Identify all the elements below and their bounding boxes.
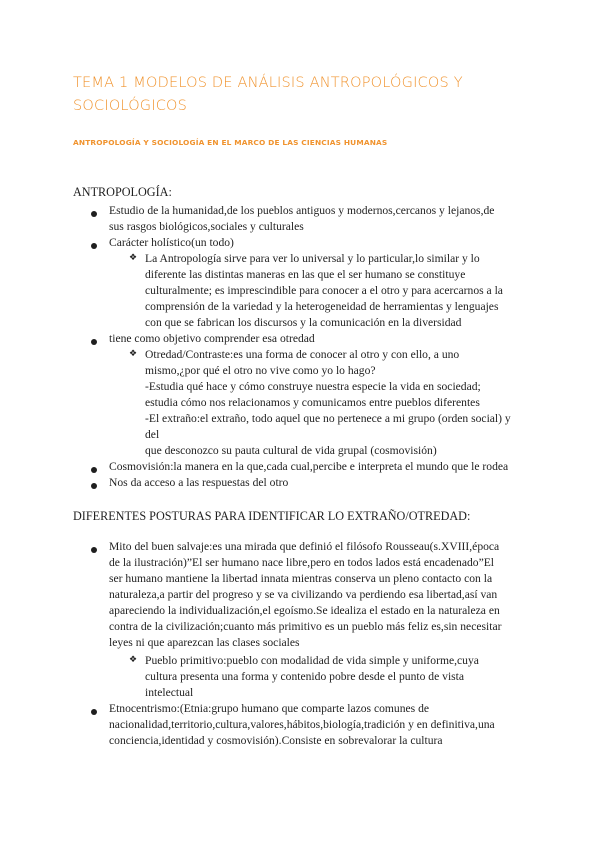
sub-bullet-line: Otredad/Contraste:es una forma de conocer al otro y con ello, a uno: [145, 348, 460, 361]
title-line-1: TEMA 1 MODELOS DE ANÁLISIS ANTROPOLÓGICOS Y: [73, 75, 463, 91]
bullet-icon: [91, 339, 97, 345]
bullet-line: de la ilustración)”El ser humano nace libre,pero en todos lados está encadenado”El: [109, 556, 495, 569]
diamond-bullet-icon: ❖: [129, 655, 138, 665]
sub-bullet-item: [145, 653, 479, 701]
sub-bullet-line: -Estudia qué hace y cómo construye nuestra especie la vida en sociedad;: [145, 380, 481, 393]
diamond-bullet-icon: ❖: [129, 253, 138, 263]
sub-bullet-line: diferente las distintas maneras en las que el ser humano se constituye: [145, 268, 466, 281]
sub-bullet-line: comprensión de la variedad y la heterogeneidad de herramientas y lenguajes: [145, 300, 499, 313]
section-heading-posturas: DIFERENTES POSTURAS PARA IDENTIFICAR LO EXTRAÑO/OTREDAD:: [73, 509, 471, 523]
title-line-2: SOCIOLÓGICOS: [73, 98, 188, 114]
sub-bullet-line: estudia cómo nos relacionamos y comunicamos entre pueblos diferentes: [145, 396, 480, 409]
bullet-line: ser humano mantiene la libertad innata mientras conserva un pleno contacto con la: [109, 572, 493, 585]
bullet-icon: [91, 483, 97, 489]
sub-bullet-line: Pueblo primitivo:pueblo con modalidad de vida simple y uniforme,cuya: [145, 654, 479, 667]
bullet-item: [109, 539, 501, 651]
bullet-icon: [91, 547, 97, 553]
document-title: [73, 72, 513, 118]
bullet-item: Cosmovisión:la manera en la que,cada cual,percibe e interpreta el mundo que le rodea: [109, 460, 509, 473]
sub-bullet-line: del: [145, 428, 160, 441]
section-heading-antropologia: ANTROPOLOGÍA:: [73, 185, 172, 199]
bullet-icon: [91, 467, 97, 473]
sub-bullet-line: -El extraño:el extraño, todo aquel que no pertenece a mi grupo (orden social) y: [145, 412, 511, 425]
bullet-item: tiene como objetivo comprender esa otredad: [109, 332, 315, 345]
bullet-line: nacionalidad,territorio,cultura,valores,hábitos,biología,tradición y en definitiva,una: [109, 718, 495, 731]
bullet-line: Mito del buen salvaje:es una mirada que definió el filósofo Rousseau(s.XVIII,época: [109, 540, 500, 553]
sub-bullet-item: [145, 251, 503, 331]
sub-bullet-line: intelectual: [145, 686, 194, 699]
sub-bullet-line: cultura presenta una forma y contenido pobre desde el punto de vista: [145, 670, 465, 683]
diamond-bullet-icon: ❖: [129, 349, 138, 359]
bullet-line: contra de la civilización;cuanto más primitivo es un pueblo más feliz es,sin necesitar: [109, 620, 502, 633]
bullet-icon: [91, 211, 97, 217]
sub-bullet-line: La Antropología sirve para ver lo universal y lo particular,lo similar y lo: [145, 252, 480, 265]
bullet-line: apareciendo la individualización,el egoísmo.Se idealiza el estado en la naturaleza en: [109, 604, 500, 617]
bullet-line: naturaleza,a partir del progreso y se va civilizando va perdiendo esa libertad,así van: [109, 588, 498, 601]
bullet-icon: [91, 243, 97, 249]
sub-bullet-line: que desconozco su pauta cultural de vida grupal (cosmovisión): [145, 444, 437, 457]
bullet-line: Etnocentrismo:(Etnia:grupo humano que comparte lazos comunes de: [109, 702, 430, 715]
sub-bullet-item: [145, 347, 511, 459]
bullet-item: Carácter holístico(un todo): [109, 236, 234, 249]
bullet-line: Estudio de la humanidad,de los pueblos antiguos y modernos,cercanos y lejanos,de: [109, 204, 495, 217]
bullet-line: sus rasgos biológicos,sociales y culturales: [109, 220, 304, 233]
bullet-line: conciencia,identidad y cosmovisión).Consiste en sobrevalorar la cultura: [109, 734, 443, 747]
sub-bullet-line: culturalmente; es imprescindible para conocer a el otro y para acercarnos a la: [145, 284, 503, 297]
sub-bullet-line: con que se fabrican los discursos y la comunicación en la diversidad: [145, 316, 462, 329]
sub-bullet-line: mismo,¿por qué el otro no vive como yo lo hago?: [145, 364, 376, 377]
bullet-icon: [91, 709, 97, 715]
bullet-item: [109, 203, 494, 235]
document-subtitle: ANTROPOLOGÍA Y SOCIOLOGÍA EN EL MARCO DE LAS CIENCIAS HUMANAS: [73, 138, 388, 147]
bullet-item: [109, 701, 495, 749]
bullet-item: Nos da acceso a las respuestas del otro: [109, 476, 289, 489]
bullet-line: leyes ni que aparezcan las clases sociales: [109, 636, 300, 649]
